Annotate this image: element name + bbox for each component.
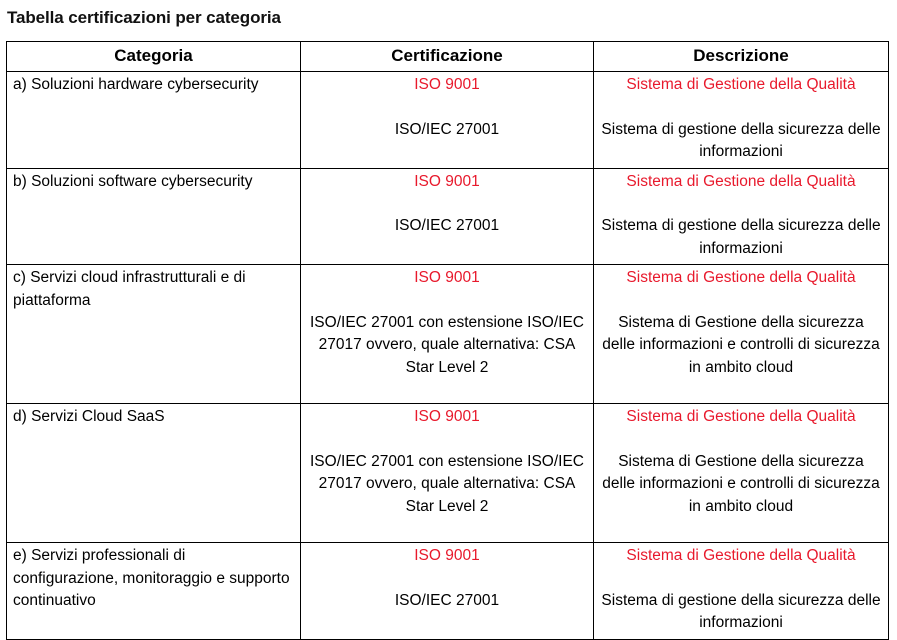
certification-secondary: ISO/IEC 27001	[394, 591, 500, 609]
description-secondary: Sistema di Gestione della sicurezza delle informazioni e controlli di sicurezza in ambito cloud	[602, 452, 880, 515]
spacer	[600, 193, 882, 215]
cell-categoria: c) Servizi cloud infrastrutturali e di piattaforma	[7, 265, 301, 404]
cell-descrizione	[594, 404, 889, 543]
spacer	[307, 429, 587, 451]
description-primary: Sistema di Gestione della Qualità	[626, 76, 856, 93]
table-header-row	[7, 42, 889, 72]
cell-descrizione	[594, 543, 889, 640]
cell-categoria: e) Servizi professionali di configurazione, monitoraggio e supporto continuativo	[7, 543, 301, 640]
spacer	[600, 97, 882, 119]
description-secondary: Sistema di gestione della sicurezza delle informazioni	[601, 217, 881, 257]
description-secondary: Sistema di gestione della sicurezza delle informazioni	[601, 120, 881, 160]
cell-certificazione	[301, 168, 594, 265]
cell-categoria: b) Soluzioni software cybersecurity	[7, 168, 301, 265]
certification-secondary: ISO/IEC 27001	[394, 217, 500, 234]
cell-categoria: a) Soluzioni hardware cybersecurity	[7, 72, 301, 169]
certifications-table-container	[0, 29, 897, 640]
spacer	[307, 290, 587, 312]
spacer	[307, 193, 587, 215]
certification-primary: ISO 9001	[414, 76, 480, 93]
description-secondary: Sistema di Gestione della sicurezza delle informazioni e controlli di sicurezza in ambito cloud	[602, 313, 880, 376]
certification-secondary: ISO/IEC 27001 con estensione ISO/IEC 27017 ovvero, quale alternativa: CSA Star Level 2	[310, 313, 584, 376]
certifications-table	[6, 41, 889, 640]
description-primary: Sistema di Gestione della Qualità	[626, 408, 856, 425]
certification-primary: ISO 9001	[414, 408, 480, 425]
page-title: Tabella certificazioni per categoria	[7, 8, 281, 27]
spacer	[600, 568, 882, 590]
cell-certificazione	[301, 543, 594, 640]
cell-descrizione	[594, 168, 889, 265]
description-secondary: Sistema di gestione della sicurezza delle informazioni	[601, 591, 881, 631]
table-row	[7, 265, 889, 404]
description-primary: Sistema di Gestione della Qualità	[626, 172, 856, 190]
description-primary: Sistema di Gestione della Qualità	[626, 547, 856, 564]
cell-categoria: d) Servizi Cloud SaaS	[7, 404, 301, 543]
cell-certificazione	[301, 404, 594, 543]
column-header-descrizione: Descrizione	[594, 42, 889, 72]
table-header	[7, 42, 889, 72]
certification-secondary: ISO/IEC 27001	[394, 120, 500, 138]
cell-certificazione	[301, 72, 594, 169]
description-primary: Sistema di Gestione della Qualità	[626, 269, 856, 286]
cell-certificazione	[301, 265, 594, 404]
cell-descrizione	[594, 265, 889, 404]
cell-descrizione	[594, 72, 889, 169]
certification-primary: ISO 9001	[414, 172, 480, 190]
spacer	[307, 568, 587, 590]
certification-primary: ISO 9001	[414, 269, 480, 286]
table-row	[7, 543, 889, 640]
column-header-categoria: Categoria	[7, 42, 301, 72]
table-row	[7, 404, 889, 543]
spacer	[600, 429, 882, 451]
certification-primary: ISO 9001	[414, 547, 480, 564]
table-row	[7, 72, 889, 169]
spacer	[600, 290, 882, 312]
table-body	[7, 72, 889, 640]
certification-secondary: ISO/IEC 27001 con estensione ISO/IEC 27017 ovvero, quale alternativa: CSA Star Level 2	[310, 452, 584, 515]
column-header-certificazione: Certificazione	[301, 42, 594, 72]
spacer	[307, 97, 587, 119]
table-row	[7, 168, 889, 265]
